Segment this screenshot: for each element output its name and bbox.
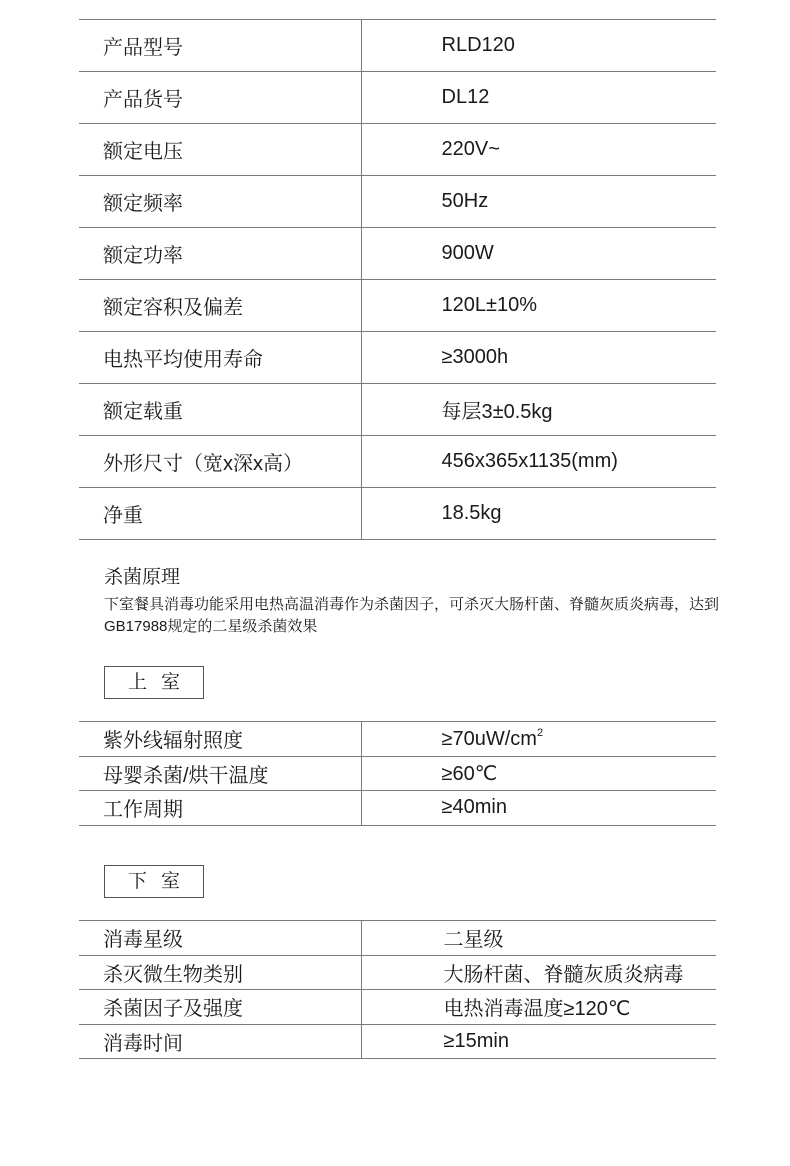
spec-label: 外形尺寸（宽x深x高） [79,436,361,488]
lower-chamber-title: 下室 [104,865,204,898]
spec-label: 电热平均使用寿命 [79,332,361,384]
spec-label: 额定功率 [79,228,361,280]
spec-label: 杀灭微生物类别 [79,955,361,990]
table-row [79,228,716,280]
sterilization-title: 杀菌原理 [104,567,181,588]
spec-value: ≥40min [361,791,716,826]
main-spec-table [79,19,716,540]
table-row [79,756,716,791]
spec-label: 额定容积及偏差 [79,280,361,332]
spec-value: 50Hz [361,176,716,228]
spec-value: 大肠杆菌、脊髓灰质炎病毒 [361,955,716,990]
table-row [79,280,716,332]
table-row [79,332,716,384]
spec-label: 杀菌因子及强度 [79,990,361,1025]
spec-value-cell [361,722,716,757]
spec-value: 二星级 [361,921,716,956]
table-row [79,921,716,956]
spec-value: ≥70uW/cm [441,727,537,750]
superscript: 2 [536,726,544,739]
table-row [79,436,716,488]
table-row [79,72,716,124]
upper-chamber-title: 上室 [104,666,204,699]
spec-value: DL12 [361,72,716,124]
spec-value: RLD120 [361,20,716,72]
spec-label: 额定载重 [79,384,361,436]
table-row [79,20,716,72]
spec-label: 净重 [79,488,361,540]
sterilization-description: 下室餐具消毒功能采用电热高温消毒作为杀菌因子，可杀灭大肠杆菌、脊髓灰质炎病毒，达到GB17988规定的二星级杀菌效果 [104,596,720,635]
spec-label: 紫外线辐射照度 [79,722,361,757]
table-row [79,488,716,540]
table-row [79,124,716,176]
table-row [79,791,716,826]
table-row [79,384,716,436]
upper-chamber-table [79,721,716,826]
spec-value: 900W [361,228,716,280]
table-row [79,955,716,990]
spec-label: 额定频率 [79,176,361,228]
table-row [79,1024,716,1059]
spec-value: 18.5kg [361,488,716,540]
spec-label: 产品货号 [79,72,361,124]
spec-value: 每层3±0.5kg [361,384,716,436]
spec-label: 消毒时间 [79,1024,361,1059]
spec-label: 消毒星级 [79,921,361,956]
spec-label: 工作周期 [79,791,361,826]
lower-chamber-table [79,920,716,1059]
spec-value: ≥15min [361,1024,716,1059]
spec-value: 电热消毒温度≥120℃ [361,990,716,1025]
table-row [79,722,716,757]
table-row [79,176,716,228]
spec-label: 额定电压 [79,124,361,176]
spec-value: 120L±10% [361,280,716,332]
spec-label: 产品型号 [79,20,361,72]
spec-value: ≥60℃ [361,756,716,791]
table-row [79,990,716,1025]
spec-value: ≥3000h [361,332,716,384]
spec-value: 456x365x1135(mm) [361,436,716,488]
spec-label: 母婴杀菌/烘干温度 [79,756,361,791]
spec-value: 220V~ [361,124,716,176]
